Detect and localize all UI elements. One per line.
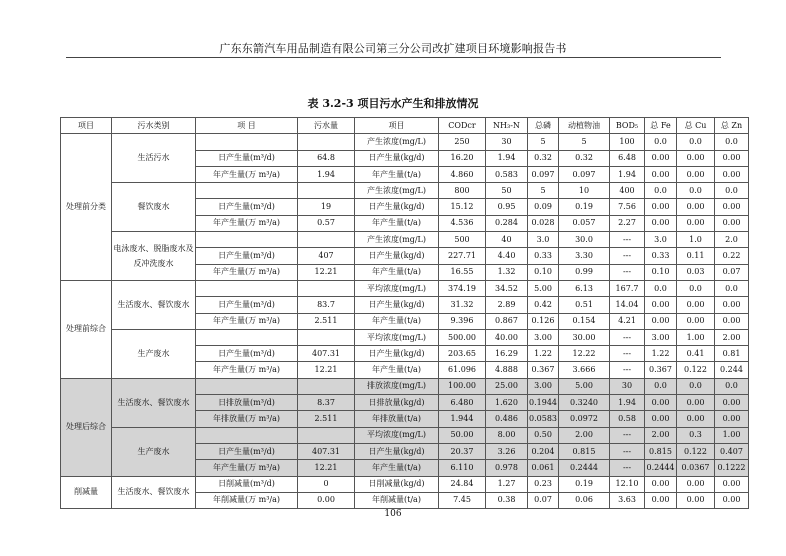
value-cell: 10	[559, 183, 610, 199]
type-cell: 产生浓度(mg/L)	[355, 232, 439, 248]
value-cell: 0.00	[677, 313, 715, 329]
value-cell: 2.89	[486, 297, 528, 313]
value-cell: 0.51	[559, 297, 610, 313]
value-cell: 0.00	[677, 297, 715, 313]
qty-cell: 19	[298, 199, 355, 215]
value-cell: 0.38	[486, 492, 528, 508]
value-cell: 0.2444	[559, 460, 610, 476]
value-cell: 24.84	[439, 476, 486, 492]
value-cell: ---	[610, 346, 645, 362]
type-cell: 年削减量(t/a)	[355, 492, 439, 508]
value-cell: 4.888	[486, 362, 528, 378]
value-cell: 0.00	[645, 476, 677, 492]
value-cell: 0.0	[645, 378, 677, 394]
value-cell: 0.19	[559, 476, 610, 492]
value-cell: 0.00	[677, 476, 715, 492]
qty-cell: 2.511	[298, 411, 355, 427]
qty-label-cell: 日产生量(m³/d)	[196, 346, 298, 362]
value-cell: 16.55	[439, 264, 486, 280]
qty-cell	[298, 183, 355, 199]
qty-cell: 407	[298, 248, 355, 264]
value-cell: 0.32	[528, 150, 559, 166]
value-cell: 0.2444	[645, 460, 677, 476]
value-cell: 3.26	[486, 443, 528, 459]
qty-label-cell	[196, 378, 298, 394]
value-cell: 0.00	[645, 150, 677, 166]
value-cell: 500	[439, 232, 486, 248]
value-cell: 0.284	[486, 215, 528, 231]
value-cell: 0.07	[715, 264, 749, 280]
value-cell: 0.978	[486, 460, 528, 476]
value-cell: 12.22	[559, 346, 610, 362]
qty-cell: 0.00	[298, 492, 355, 508]
value-cell: 0.10	[528, 264, 559, 280]
qty-label-cell: 日产生量(m³/d)	[196, 199, 298, 215]
type-cell: 年产生量(t/a)	[355, 166, 439, 182]
value-cell: 0.00	[715, 492, 749, 508]
qty-label-cell	[196, 183, 298, 199]
value-cell: 1.27	[486, 476, 528, 492]
table-row	[61, 232, 749, 248]
qty-label-cell: 年产生量(万 m³/a)	[196, 215, 298, 231]
value-cell: 50	[486, 183, 528, 199]
value-cell: 0.00	[715, 215, 749, 231]
value-cell: 0.154	[559, 313, 610, 329]
value-cell: 6.110	[439, 460, 486, 476]
section-cell: 处理前综合	[61, 280, 112, 378]
value-cell: 50.00	[439, 427, 486, 443]
qty-label-cell: 年削减量(万 m³/a)	[196, 492, 298, 508]
value-cell: 3.666	[559, 362, 610, 378]
value-cell: 15.12	[439, 199, 486, 215]
qty-label-cell: 年产生量(万 m³/a)	[196, 460, 298, 476]
value-cell: ---	[610, 427, 645, 443]
header-cell: NH₃-N	[486, 118, 528, 134]
value-cell: 0.00	[715, 313, 749, 329]
table-row	[61, 329, 749, 345]
value-cell: 0.0	[715, 183, 749, 199]
qty-cell: 64.8	[298, 150, 355, 166]
value-cell: 203.65	[439, 346, 486, 362]
value-cell: 5.00	[559, 378, 610, 394]
value-cell: 30.0	[559, 232, 610, 248]
value-cell: 3.0	[645, 232, 677, 248]
value-cell: ---	[610, 232, 645, 248]
section-cell: 处理后综合	[61, 378, 112, 476]
table-title: 表 3.2-3 项目污水产生和排放情况	[307, 97, 479, 110]
header-cell: 项 目	[196, 118, 298, 134]
value-cell: 0.00	[715, 199, 749, 215]
value-cell: 4.21	[610, 313, 645, 329]
value-cell: 34.52	[486, 280, 528, 296]
qty-label-cell: 日产生量(m³/d)	[196, 443, 298, 459]
qty-cell: 2.511	[298, 313, 355, 329]
type-cell: 平均浓度(mg/L)	[355, 280, 439, 296]
value-cell: 374.19	[439, 280, 486, 296]
value-cell: 1.00	[715, 427, 749, 443]
value-cell: ---	[610, 443, 645, 459]
value-cell: 1.94	[610, 395, 645, 411]
value-cell: 0.097	[559, 166, 610, 182]
value-cell: 2.00	[715, 329, 749, 345]
type-cell: 日削减量(kg/d)	[355, 476, 439, 492]
value-cell: 3.63	[610, 492, 645, 508]
value-cell: 0.126	[528, 313, 559, 329]
value-cell: 0.00	[645, 313, 677, 329]
table-header-row	[61, 118, 749, 134]
value-cell: 0.367	[528, 362, 559, 378]
type-cell: 年产生量(t/a)	[355, 264, 439, 280]
value-cell: 0.03	[677, 264, 715, 280]
value-cell: 7.45	[439, 492, 486, 508]
value-cell: 0.00	[715, 395, 749, 411]
value-cell: 0.0	[677, 378, 715, 394]
table-row	[61, 378, 749, 394]
value-cell: 6.480	[439, 395, 486, 411]
value-cell: 0.0583	[528, 411, 559, 427]
type-cell: 年产生量(t/a)	[355, 215, 439, 231]
table-row	[61, 183, 749, 199]
value-cell: 0.00	[645, 492, 677, 508]
value-cell: 14.04	[610, 297, 645, 313]
table-row	[61, 280, 749, 296]
value-cell: 3.00	[645, 329, 677, 345]
value-cell: 0.11	[677, 248, 715, 264]
value-cell: 800	[439, 183, 486, 199]
value-cell: 0.58	[610, 411, 645, 427]
value-cell: 0.3240	[559, 395, 610, 411]
qty-cell: 407.31	[298, 346, 355, 362]
value-cell: 0.0367	[677, 460, 715, 476]
value-cell: 0.00	[645, 395, 677, 411]
value-cell: 1.620	[486, 395, 528, 411]
category-cell: 生产废水	[112, 329, 196, 378]
type-cell: 日产生量(kg/d)	[355, 297, 439, 313]
value-cell: 4.40	[486, 248, 528, 264]
qty-label-cell: 年产生量(万 m³/a)	[196, 264, 298, 280]
header-cell: 总 Fe	[645, 118, 677, 134]
pollution-table	[60, 117, 749, 509]
value-cell: 0.0	[715, 134, 749, 150]
qty-label-cell: 日排放量(m³/d)	[196, 395, 298, 411]
qty-label-cell	[196, 134, 298, 150]
value-cell: 0.1944	[528, 395, 559, 411]
value-cell: 227.71	[439, 248, 486, 264]
value-cell: 0.583	[486, 166, 528, 182]
section-cell: 削减量	[61, 476, 112, 509]
value-cell: 0.0	[715, 378, 749, 394]
value-cell: 2.0	[715, 232, 749, 248]
value-cell: 31.32	[439, 297, 486, 313]
qty-label-cell: 年产生量(万 m³/a)	[196, 362, 298, 378]
header-cell: 项目	[61, 118, 112, 134]
value-cell: 1.0	[677, 232, 715, 248]
value-cell: 0.00	[715, 297, 749, 313]
value-cell: 0.09	[528, 199, 559, 215]
qty-label-cell	[196, 329, 298, 345]
value-cell: 30	[610, 378, 645, 394]
page-header: 广东东箭汽车用品制造有限公司第三分公司改扩建项目环境影响报告书	[219, 42, 567, 55]
value-cell: 4.536	[439, 215, 486, 231]
value-cell: 0.00	[677, 199, 715, 215]
value-cell: 0.00	[645, 166, 677, 182]
section-cell: 处理前分类	[61, 134, 112, 281]
value-cell: ---	[610, 248, 645, 264]
header-cell: 总磷	[528, 118, 559, 134]
value-cell: 6.48	[610, 150, 645, 166]
value-cell: ---	[610, 460, 645, 476]
value-cell: 30	[486, 134, 528, 150]
value-cell: 0.097	[528, 166, 559, 182]
value-cell: 0.815	[645, 443, 677, 459]
type-cell: 产生浓度(mg/L)	[355, 183, 439, 199]
value-cell: 100	[610, 134, 645, 150]
value-cell: 0.32	[559, 150, 610, 166]
value-cell: 0.0	[715, 280, 749, 296]
qty-cell: 83.7	[298, 297, 355, 313]
type-cell: 排放浓度(mg/L)	[355, 378, 439, 394]
value-cell: 0.1222	[715, 460, 749, 476]
header-cell: BOD₅	[610, 118, 645, 134]
value-cell: 40.00	[486, 329, 528, 345]
qty-cell	[298, 134, 355, 150]
value-cell: 0.00	[677, 150, 715, 166]
value-cell: 16.29	[486, 346, 528, 362]
value-cell: 0.122	[677, 443, 715, 459]
category-cell: 生产废水	[112, 427, 196, 476]
qty-cell	[298, 378, 355, 394]
value-cell: 0.204	[528, 443, 559, 459]
header-cell: 项目	[355, 118, 439, 134]
table-row	[61, 476, 749, 492]
value-cell: 3.00	[528, 378, 559, 394]
qty-label-cell	[196, 427, 298, 443]
value-cell: 0.00	[677, 492, 715, 508]
value-cell: 0.23	[528, 476, 559, 492]
category-cell: 生活废水、餐饮废水	[112, 476, 196, 509]
value-cell: 25.00	[486, 378, 528, 394]
qty-cell: 1.94	[298, 166, 355, 182]
value-cell: 0.122	[677, 362, 715, 378]
value-cell: 500.00	[439, 329, 486, 345]
value-cell: 0.407	[715, 443, 749, 459]
value-cell: 3.00	[528, 329, 559, 345]
qty-label-cell	[196, 280, 298, 296]
value-cell: 0.815	[559, 443, 610, 459]
value-cell: 1.944	[439, 411, 486, 427]
value-cell: 0.00	[677, 411, 715, 427]
value-cell: 0.99	[559, 264, 610, 280]
value-cell: 0.028	[528, 215, 559, 231]
value-cell: 167.7	[610, 280, 645, 296]
value-cell: 4.860	[439, 166, 486, 182]
value-cell: 0.486	[486, 411, 528, 427]
type-cell: 平均浓度(mg/L)	[355, 329, 439, 345]
qty-label-cell: 年产生量(万 m³/a)	[196, 313, 298, 329]
value-cell: 0.19	[559, 199, 610, 215]
value-cell: 0.00	[645, 411, 677, 427]
value-cell: 1.00	[677, 329, 715, 345]
value-cell: 0.244	[715, 362, 749, 378]
value-cell: 0.07	[528, 492, 559, 508]
value-cell: 0.367	[645, 362, 677, 378]
qty-label-cell: 日产生量(m³/d)	[196, 248, 298, 264]
type-cell: 年产生量(t/a)	[355, 362, 439, 378]
category-cell: 生活污水	[112, 134, 196, 183]
table-row	[61, 427, 749, 443]
value-cell: ---	[610, 264, 645, 280]
value-cell: 20.37	[439, 443, 486, 459]
value-cell: 0.22	[715, 248, 749, 264]
qty-cell: 0.57	[298, 215, 355, 231]
type-cell: 日排放量(kg/d)	[355, 395, 439, 411]
header-cell: 总 Cu	[677, 118, 715, 134]
header-cell: CODcr	[439, 118, 486, 134]
type-cell: 年产生量(t/a)	[355, 460, 439, 476]
value-cell: 8.00	[486, 427, 528, 443]
value-cell: 1.94	[486, 150, 528, 166]
qty-label-cell: 日产生量(m³/d)	[196, 297, 298, 313]
value-cell: 0.06	[559, 492, 610, 508]
header-cell: 总 Zn	[715, 118, 749, 134]
header-cell: 污水量	[298, 118, 355, 134]
value-cell: 0.867	[486, 313, 528, 329]
value-cell: 0.00	[645, 199, 677, 215]
value-cell: 3.30	[559, 248, 610, 264]
qty-label-cell	[196, 232, 298, 248]
value-cell: 1.94	[610, 166, 645, 182]
page-number: 106	[384, 509, 402, 519]
value-cell: 0.33	[645, 248, 677, 264]
category-cell: 电泳废水、脱脂废水及反冲洗废水	[112, 232, 196, 281]
category-cell: 生活废水、餐饮废水	[112, 378, 196, 427]
value-cell: 0.95	[486, 199, 528, 215]
value-cell: 0.00	[715, 476, 749, 492]
value-cell: 1.32	[486, 264, 528, 280]
value-cell: 0.41	[677, 346, 715, 362]
value-cell: 0.00	[645, 215, 677, 231]
value-cell: 0.00	[715, 166, 749, 182]
value-cell: 0.00	[677, 166, 715, 182]
value-cell: 40	[486, 232, 528, 248]
qty-label-cell: 年排放量(万 m³/a)	[196, 411, 298, 427]
value-cell: 0.0	[677, 134, 715, 150]
value-cell: 0.0	[645, 280, 677, 296]
value-cell: 9.396	[439, 313, 486, 329]
header-cell: 污水类别	[112, 118, 196, 134]
value-cell: 7.56	[610, 199, 645, 215]
value-cell: 0.0972	[559, 411, 610, 427]
qty-cell	[298, 329, 355, 345]
value-cell: 0.0	[677, 280, 715, 296]
value-cell: 0.0	[645, 183, 677, 199]
value-cell: 0.061	[528, 460, 559, 476]
value-cell: 2.00	[645, 427, 677, 443]
type-cell: 日产生量(kg/d)	[355, 248, 439, 264]
value-cell: 5	[559, 134, 610, 150]
value-cell: 30.00	[559, 329, 610, 345]
value-cell: 250	[439, 134, 486, 150]
type-cell: 日产生量(kg/d)	[355, 346, 439, 362]
value-cell: 0.81	[715, 346, 749, 362]
qty-cell: 8.37	[298, 395, 355, 411]
value-cell: 0.3	[677, 427, 715, 443]
qty-cell	[298, 232, 355, 248]
value-cell: 6.13	[559, 280, 610, 296]
category-cell: 生活废水、餐饮废水	[112, 280, 196, 329]
type-cell: 日产生量(kg/d)	[355, 443, 439, 459]
type-cell: 日产生量(kg/d)	[355, 199, 439, 215]
value-cell: 0.10	[645, 264, 677, 280]
value-cell: 400	[610, 183, 645, 199]
type-cell: 日产生量(kg/d)	[355, 150, 439, 166]
value-cell: 0.00	[645, 297, 677, 313]
value-cell: 100.00	[439, 378, 486, 394]
value-cell: 2.00	[559, 427, 610, 443]
qty-label-cell: 日产生量(m³/d)	[196, 150, 298, 166]
header-cell: 动植物油	[559, 118, 610, 134]
value-cell: 0.00	[677, 395, 715, 411]
value-cell: 1.22	[645, 346, 677, 362]
value-cell: 0.0	[677, 183, 715, 199]
value-cell: 12.10	[610, 476, 645, 492]
qty-cell: 12.21	[298, 264, 355, 280]
qty-cell: 0	[298, 476, 355, 492]
value-cell: 0.33	[528, 248, 559, 264]
value-cell: ---	[610, 362, 645, 378]
value-cell: 1.22	[528, 346, 559, 362]
value-cell: 61.096	[439, 362, 486, 378]
qty-label-cell: 日削减量(m³/d)	[196, 476, 298, 492]
qty-cell	[298, 427, 355, 443]
type-cell: 年排放量(t/a)	[355, 411, 439, 427]
qty-cell: 407.31	[298, 443, 355, 459]
qty-cell	[298, 280, 355, 296]
value-cell: 0.50	[528, 427, 559, 443]
value-cell: 3.0	[528, 232, 559, 248]
type-cell: 平均浓度(mg/L)	[355, 427, 439, 443]
value-cell: 0.00	[677, 215, 715, 231]
type-cell: 年产生量(t/a)	[355, 313, 439, 329]
value-cell: 0.42	[528, 297, 559, 313]
value-cell: 0.057	[559, 215, 610, 231]
header-rule	[66, 57, 721, 58]
value-cell: 5.00	[528, 280, 559, 296]
type-cell: 产生浓度(mg/L)	[355, 134, 439, 150]
value-cell: 16.20	[439, 150, 486, 166]
value-cell: 2.27	[610, 215, 645, 231]
value-cell: 0.0	[645, 134, 677, 150]
table-row	[61, 134, 749, 150]
qty-cell: 12.21	[298, 460, 355, 476]
value-cell: 0.00	[715, 150, 749, 166]
category-cell: 餐饮废水	[112, 183, 196, 232]
qty-label-cell: 年产生量(万 m³/a)	[196, 166, 298, 182]
value-cell: 0.00	[715, 411, 749, 427]
value-cell: ---	[610, 329, 645, 345]
qty-cell: 12.21	[298, 362, 355, 378]
value-cell: 5	[528, 183, 559, 199]
value-cell: 5	[528, 134, 559, 150]
